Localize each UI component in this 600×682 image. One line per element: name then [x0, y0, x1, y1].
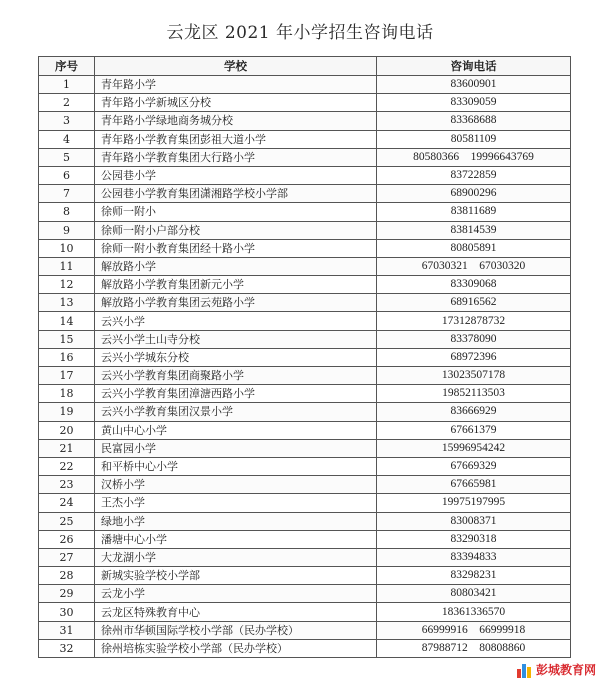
school-name: 青年路小学教育集团彭祖大道小学	[95, 130, 377, 148]
table-row	[39, 530, 571, 548]
table-row	[39, 76, 571, 94]
phone-number: 68900296	[377, 185, 571, 203]
row-number: 30	[39, 603, 95, 621]
header-school: 学校	[95, 57, 377, 76]
table-row	[39, 185, 571, 203]
row-number: 32	[39, 639, 95, 657]
header-phone: 咨询电话	[377, 57, 571, 76]
row-number: 13	[39, 294, 95, 312]
table-row	[39, 239, 571, 257]
row-number: 21	[39, 439, 95, 457]
header-no: 序号	[39, 57, 95, 76]
row-number: 14	[39, 312, 95, 330]
row-number: 17	[39, 367, 95, 385]
phone-number: 83814539	[377, 221, 571, 239]
school-name: 黄山中心小学	[95, 421, 377, 439]
table-row	[39, 348, 571, 366]
phone-number: 83378090	[377, 330, 571, 348]
phone-number: 67669329	[377, 457, 571, 475]
row-number: 1	[39, 76, 95, 94]
phone-number: 87988712 80808860	[377, 639, 571, 657]
school-name: 徐师一附小户部分校	[95, 221, 377, 239]
row-number: 27	[39, 548, 95, 566]
phone-number: 19975197995	[377, 494, 571, 512]
table-body	[39, 76, 571, 658]
row-number: 2	[39, 94, 95, 112]
phone-number: 83309068	[377, 276, 571, 294]
school-name: 绿地小学	[95, 512, 377, 530]
school-name: 徐州培栋实验学校小学部（民办学校）	[95, 639, 377, 657]
table-row	[39, 276, 571, 294]
row-number: 8	[39, 203, 95, 221]
row-number: 26	[39, 530, 95, 548]
table-row	[39, 421, 571, 439]
phone-number: 83368688	[377, 112, 571, 130]
school-name: 云龙小学	[95, 585, 377, 603]
row-number: 16	[39, 348, 95, 366]
school-name: 云兴小学土山寺分校	[95, 330, 377, 348]
page-title: 云龙区 2021 年小学招生咨询电话	[166, 23, 434, 43]
phone-number: 83811689	[377, 203, 571, 221]
school-name: 解放路小学	[95, 257, 377, 275]
watermark-text: 彭城教育网	[535, 663, 596, 677]
table-row	[39, 639, 571, 657]
phone-number: 80805891	[377, 239, 571, 257]
table-row	[39, 367, 571, 385]
school-name: 新城实验学校小学部	[95, 567, 377, 585]
table-row	[39, 148, 571, 166]
row-number: 29	[39, 585, 95, 603]
phone-number: 17312878732	[377, 312, 571, 330]
table-row	[39, 403, 571, 421]
phone-number: 83290318	[377, 530, 571, 548]
school-name: 徐州市华顿国际学校小学部（民办学校）	[95, 621, 377, 639]
row-number: 5	[39, 148, 95, 166]
phone-number: 67661379	[377, 421, 571, 439]
phone-number: 83666929	[377, 403, 571, 421]
table-row	[39, 166, 571, 184]
school-name: 王杰小学	[95, 494, 377, 512]
phone-number: 83309059	[377, 94, 571, 112]
school-name: 云兴小学	[95, 312, 377, 330]
phone-table	[38, 56, 571, 658]
table-row	[39, 385, 571, 403]
table-row	[39, 257, 571, 275]
table-row	[39, 203, 571, 221]
table-row	[39, 494, 571, 512]
row-number: 15	[39, 330, 95, 348]
table-row	[39, 621, 571, 639]
phone-number: 13023507178	[377, 367, 571, 385]
phone-number: 67665981	[377, 476, 571, 494]
school-name: 云兴小学城东分校	[95, 348, 377, 366]
school-name: 民富园小学	[95, 439, 377, 457]
row-number: 11	[39, 257, 95, 275]
table-row	[39, 476, 571, 494]
phone-number: 80580366 19996643769	[377, 148, 571, 166]
school-name: 青年路小学	[95, 76, 377, 94]
table-row	[39, 457, 571, 475]
table-row	[39, 548, 571, 566]
phone-number: 83298231	[377, 567, 571, 585]
table-row	[39, 439, 571, 457]
table-row	[39, 585, 571, 603]
table-row	[39, 112, 571, 130]
table-row	[39, 294, 571, 312]
school-name: 徐师一附小教育集团经十路小学	[95, 239, 377, 257]
phone-number: 19852113503	[377, 385, 571, 403]
table-row	[39, 512, 571, 530]
phone-number: 68916562	[377, 294, 571, 312]
row-number: 18	[39, 385, 95, 403]
row-number: 22	[39, 457, 95, 475]
phone-number: 80581109	[377, 130, 571, 148]
school-name: 徐师一附小	[95, 203, 377, 221]
school-name: 云龙区特殊教育中心	[95, 603, 377, 621]
phone-number: 18361336570	[377, 603, 571, 621]
school-name: 云兴小学教育集团漳溏西路小学	[95, 385, 377, 403]
school-name: 大龙湖小学	[95, 548, 377, 566]
row-number: 12	[39, 276, 95, 294]
table-row	[39, 94, 571, 112]
school-name: 潘塘中心小学	[95, 530, 377, 548]
row-number: 24	[39, 494, 95, 512]
phone-number: 83722859	[377, 166, 571, 184]
school-name: 公园巷小学	[95, 166, 377, 184]
row-number: 19	[39, 403, 95, 421]
row-number: 28	[39, 567, 95, 585]
school-name: 青年路小学教育集团大行路小学	[95, 148, 377, 166]
table-row	[39, 330, 571, 348]
school-name: 汉桥小学	[95, 476, 377, 494]
school-name: 云兴小学教育集团商聚路小学	[95, 367, 377, 385]
row-number: 25	[39, 512, 95, 530]
phone-number: 68972396	[377, 348, 571, 366]
phone-number: 83600901	[377, 76, 571, 94]
row-number: 9	[39, 221, 95, 239]
table-header-row	[39, 57, 571, 76]
row-number: 10	[39, 239, 95, 257]
row-number: 23	[39, 476, 95, 494]
row-number: 31	[39, 621, 95, 639]
phone-number: 83008371	[377, 512, 571, 530]
school-name: 云兴小学教育集团汉景小学	[95, 403, 377, 421]
row-number: 4	[39, 130, 95, 148]
table-row	[39, 130, 571, 148]
phone-number: 66999916 66999918	[377, 621, 571, 639]
row-number: 20	[39, 421, 95, 439]
table-row	[39, 312, 571, 330]
school-name: 青年路小学绿地商务城分校	[95, 112, 377, 130]
table-row	[39, 567, 571, 585]
row-number: 3	[39, 112, 95, 130]
school-name: 解放路小学教育集团云苑路小学	[95, 294, 377, 312]
table-row	[39, 221, 571, 239]
row-number: 7	[39, 185, 95, 203]
school-name: 解放路小学教育集团新元小学	[95, 276, 377, 294]
table-row	[39, 603, 571, 621]
school-name: 青年路小学新城区分校	[95, 94, 377, 112]
watermark	[517, 661, 596, 678]
phone-number: 83394833	[377, 548, 571, 566]
phone-number: 67030321 67030320	[377, 257, 571, 275]
row-number: 6	[39, 166, 95, 184]
school-name: 和平桥中心小学	[95, 457, 377, 475]
books-icon	[517, 662, 533, 678]
phone-number: 15996954242	[377, 439, 571, 457]
phone-number: 80803421	[377, 585, 571, 603]
school-name: 公园巷小学教育集团潇湘路学校小学部	[95, 185, 377, 203]
